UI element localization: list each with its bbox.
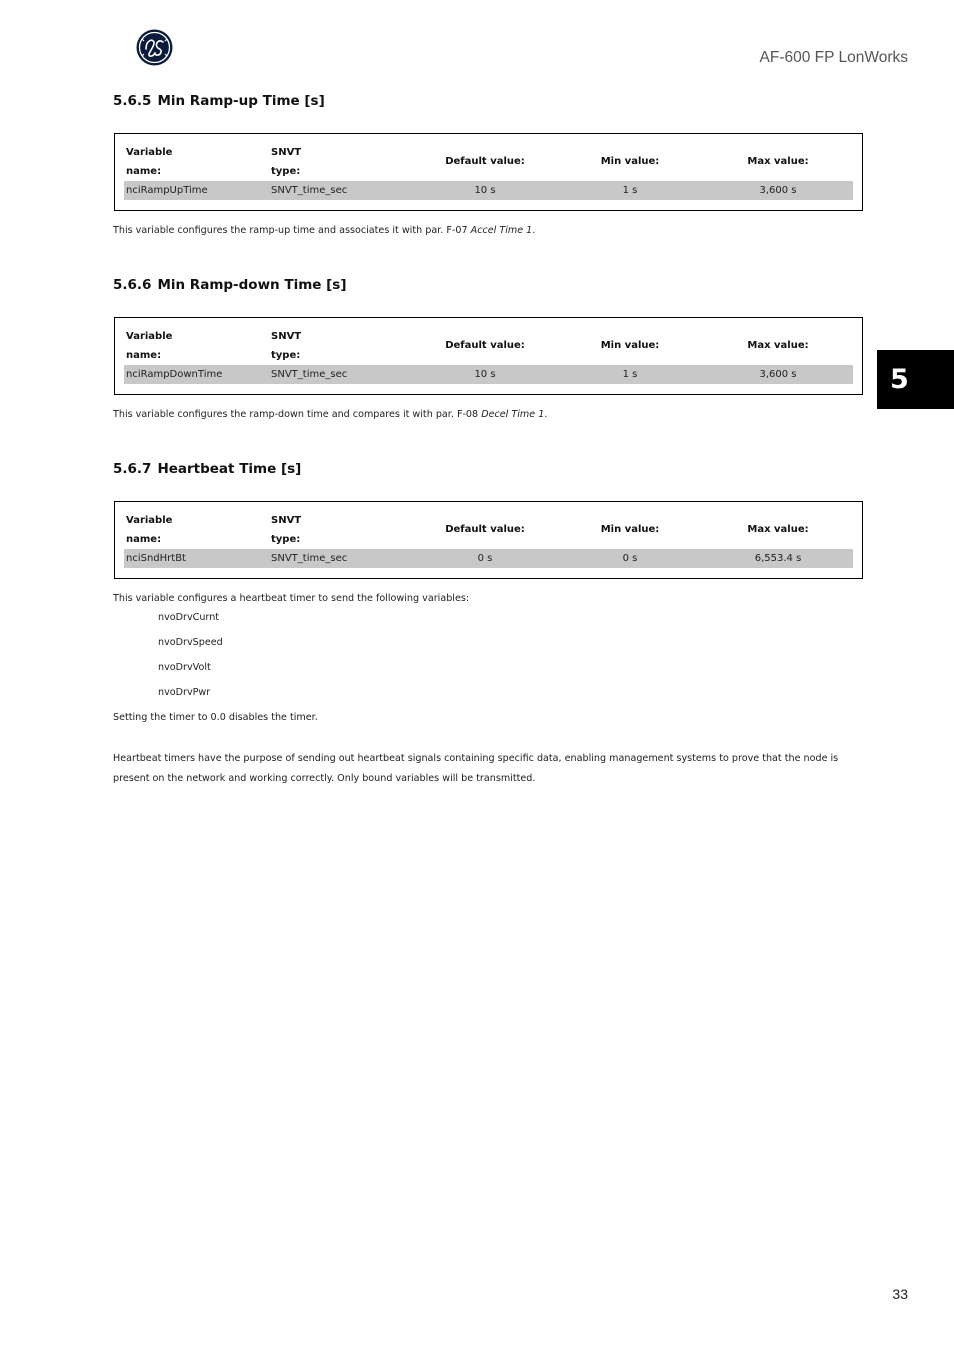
section-description <box>113 405 865 425</box>
description-text: This variable configures the ramp-down time and compares it with par. F-08 <box>113 409 482 420</box>
cell-max: 3,600 s <box>759 185 797 196</box>
section-number: 5.6.6 <box>113 277 152 293</box>
variable-table-ramp-down: Variable name: SNVT type: Default value: Min value: Max value: nciRampDownTime SNVT_time_sec 10 s 1 s 3,600 s <box>114 317 863 395</box>
ge-logo <box>136 29 173 66</box>
col-header-type: type: <box>271 350 301 361</box>
cell-name: nciSndHrtBt <box>126 553 186 564</box>
col-header-variable: Variable <box>126 147 173 158</box>
col-header-variable: Variable <box>126 515 173 526</box>
cell-name: nciRampUpTime <box>126 185 208 196</box>
list-item: nvoDrvSpeed <box>158 637 223 648</box>
cell-default: 10 s <box>474 185 496 196</box>
parameter-name: Decel Time 1 <box>481 409 545 420</box>
table-row <box>124 365 853 384</box>
section-title: Heartbeat Time [s] <box>157 461 302 477</box>
section-heading-ramp-up <box>113 93 325 109</box>
cell-max: 6,553.4 s <box>754 553 802 564</box>
description-text: This variable configures a heartbeat timer to send the following variables: <box>113 593 470 604</box>
col-header-snvt: SNVT <box>271 331 302 342</box>
list-item: nvoDrvVolt <box>158 662 211 673</box>
col-header-variable: Variable <box>126 331 173 342</box>
col-header-snvt: SNVT <box>271 515 302 526</box>
cell-type: SNVT_time_sec <box>271 553 348 564</box>
col-header-type: type: <box>271 166 301 177</box>
section-description <box>113 589 865 609</box>
cell-type: SNVT_time_sec <box>271 369 348 380</box>
variable-table-heartbeat: Variable name: SNVT type: Default value: Min value: Max value: nciSndHrtBt SNVT_time_sec 0 s 0 s 6,553.4 s <box>114 501 863 579</box>
description-end: . <box>532 225 536 236</box>
table-row <box>124 181 853 200</box>
list-item: nvoDrvCurnt <box>158 612 220 623</box>
timer-note: Setting the timer to 0.0 disables the timer. <box>113 712 318 723</box>
section-title: Min Ramp-down Time [s] <box>157 277 347 293</box>
heartbeat-paragraph: Heartbeat timers have the purpose of sending out heartbeat signals containing specific data, enabling management systems to prove that the node is present on the network and working correctly. Only bound variables will be transmitted. <box>113 753 839 784</box>
cell-default: 10 s <box>474 369 496 380</box>
cell-max: 3,600 s <box>759 369 797 380</box>
col-header-snvt: SNVT <box>271 147 302 158</box>
section-number: 5.6.5 <box>113 93 152 109</box>
section-heading-ramp-down <box>113 277 347 293</box>
chapter-tab: 5 <box>877 350 954 409</box>
section-title: Min Ramp-up Time [s] <box>157 93 325 109</box>
col-header-name: name: <box>126 166 162 177</box>
table-row <box>124 549 853 568</box>
document-title: AF-600 FP LonWorks <box>759 49 908 66</box>
description-text: This variable configures the ramp-up time and associates it with par. F-07 <box>113 225 471 236</box>
ge-monogram-icon <box>136 29 173 66</box>
cell-name: nciRampDownTime <box>126 369 223 380</box>
section-number: 5.6.7 <box>113 461 152 477</box>
col-header-name: name: <box>126 534 162 545</box>
list-item: nvoDrvPwr <box>158 687 211 698</box>
variable-table-ramp-up: Variable name: SNVT type: Default value: Min value: Max value: nciRampUpTime SNVT_time_sec 10 s 1 s 3,600 s <box>114 133 863 211</box>
description-end: . <box>544 409 548 420</box>
page-number: 33 <box>892 1286 908 1302</box>
cell-default: 0 s <box>477 553 493 564</box>
section-heading-heartbeat <box>113 461 301 477</box>
section-description <box>113 221 865 241</box>
cell-min: 1 s <box>622 185 638 196</box>
cell-type: SNVT_time_sec <box>271 185 348 196</box>
col-header-type: type: <box>271 534 301 545</box>
cell-min: 1 s <box>622 369 638 380</box>
col-header-name: name: <box>126 350 162 361</box>
parameter-name: Accel Time 1 <box>470 225 533 236</box>
cell-min: 0 s <box>622 553 638 564</box>
